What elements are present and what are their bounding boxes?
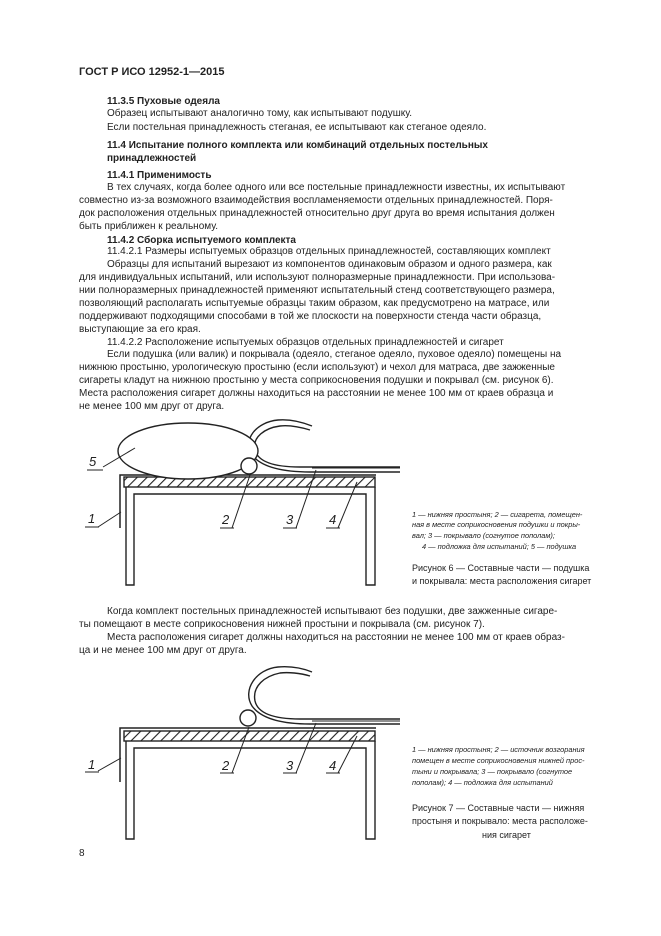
figure-7-caption: простыня и покрывало: места расположе- [412, 816, 588, 826]
figure-7-legend: тыни и покрывала; 3 — покрывало (согнутое [412, 767, 573, 776]
figure-7-caption: ния сигарет [482, 830, 531, 840]
figure-6-caption: и покрывала: места расположения сигарет [412, 576, 592, 586]
figure-7-legend: помещен в месте соприкосновения нижней прос- [412, 756, 585, 765]
figure-7-caption: Рисунок 7 — Составные части — нижняя [412, 803, 585, 813]
folded-cover [255, 426, 400, 467]
figure-label: 4 [329, 758, 337, 773]
figure-label: 3 [286, 512, 294, 527]
text-line: для индивидуальных испытаний, или используют полноразмерные принадлежности. При использова- [79, 272, 556, 283]
text-line: Образцы для испытаний вырезают из компонентов одинаковым образом и одного размера, как [107, 259, 552, 270]
text-line: нии полноразмерных принадлежностей применяют испытательный стенд соответствующего размера, [79, 285, 555, 296]
text-line: Образец испытывают аналогично тому, как испытывают подушку. [107, 108, 412, 119]
text-line: док расположения отдельных принадлежностей относительно друг друга во время испытания должен [79, 208, 555, 219]
page-number: 8 [79, 848, 85, 859]
section-title-11-3-5: 11.3.5 Пуховые одеяла [107, 96, 220, 107]
figure-label: 2 [222, 758, 230, 773]
figure-label: 1 [88, 757, 96, 772]
folded-cover [255, 673, 400, 719]
text-line: поддерживают подходящими способами в той же плоскости на поверхности стенда части образца, [79, 311, 542, 322]
figure-6-caption: Рисунок 6 — Составные части — подушка [412, 563, 590, 573]
figure-6-legend: 4 — подложка для испытаний; 5 — подушка [422, 542, 577, 551]
text-line: Когда комплект постельных принадлежностей испытывают без подушки, две зажженные сигаре- [107, 606, 558, 617]
leader-line [98, 512, 121, 527]
text-line: не менее 100 мм друг от друга. [79, 401, 225, 412]
leader-line [338, 482, 357, 528]
test-substrate [124, 731, 375, 741]
section-title-11-4-1: 11.4.1 Применимость [107, 170, 212, 181]
section-title-11-4-2: 11.4.2 Сборка испытуемого комплекта [107, 235, 296, 246]
text-line: выступающие за его края. [79, 324, 201, 335]
text-line: позволяющий располагать испытуемые образцы таким образом, как предусмотрено на матрасе, или [79, 298, 550, 309]
text-line: нижнюю простыню, урологическую простыню (если используют) и чехол для матраса, две зажженные [79, 362, 555, 373]
figure-label: 5 [89, 454, 97, 469]
cigarette [241, 458, 257, 474]
figure-6-legend: 1 — нижняя простыня; 2 — сигарета, помещен- [412, 510, 583, 519]
pillow [118, 423, 258, 479]
text-line: 11.4.2.2 Расположение испытуемых образцов отдельных принадлежностей и сигарет [107, 337, 504, 348]
test-substrate [124, 477, 375, 487]
text-line: В тех случаях, когда более одного или все постельные принадлежности известны, их испытывают [107, 182, 566, 193]
text-line: сигареты кладут на нижнюю простыню у места соприкосновения подушки и покрывал (см. рисунок 6). [79, 375, 554, 386]
text-line: ца и не менее 100 мм друг от друга. [79, 645, 247, 656]
leader-line [98, 758, 121, 771]
text-line: Места расположения сигарет должны находиться на расстоянии не менее 100 мм от краев образца и [79, 388, 554, 399]
figure-6-legend: вал; 3 — покрывало (согнутое пополам); [412, 531, 555, 540]
text-line: Места расположения сигарет должны находиться на расстоянии не менее 100 мм от краев образ- [107, 632, 565, 643]
figure-label: 2 [222, 512, 230, 527]
figure-label: 4 [329, 512, 337, 527]
text-line: совместно из-за возможного взаимодействия воспламеняемости отдельных принадлежностей. Поря- [79, 195, 553, 206]
text-line: быть приближен к реальному. [79, 221, 219, 232]
figure-7-legend: 1 — нижняя простыня; 2 — источник возгорания [412, 745, 585, 754]
text-line: 11.4.2.1 Размеры испытуемых образцов отдельных принадлежностей, составляющих комплект [107, 246, 551, 257]
figure-label: 3 [286, 758, 294, 773]
figure-label: 1 [88, 511, 96, 526]
section-title-11-4: 11.4 Испытание полного комплекта или комбинаций отдельных постельных [107, 140, 488, 151]
figure-6-legend: ная в месте соприкосновения подушки и покры- [412, 520, 581, 529]
ignition-source [240, 710, 256, 726]
document-header: ГОСТ Р ИСО 12952-1—2015 [79, 66, 225, 78]
section-title-11-4-cont: принадлежностей [107, 153, 197, 164]
text-line: ты помещают в месте соприкосновения нижней простыни и покрывала (см. рисунок 7). [79, 619, 485, 630]
test-stand [126, 741, 375, 839]
test-stand [126, 487, 375, 585]
text-line: Если постельная принадлежность стеганая, ее испытывают как стеганое одеяло. [107, 122, 487, 133]
text-line: Если подушка (или валик) и покрывала (одеяло, стеганое одеяло, пуховое одеяло) помещены на [107, 349, 562, 360]
figure-7-legend: пополам); 4 — подложка для испытаний [412, 778, 553, 787]
